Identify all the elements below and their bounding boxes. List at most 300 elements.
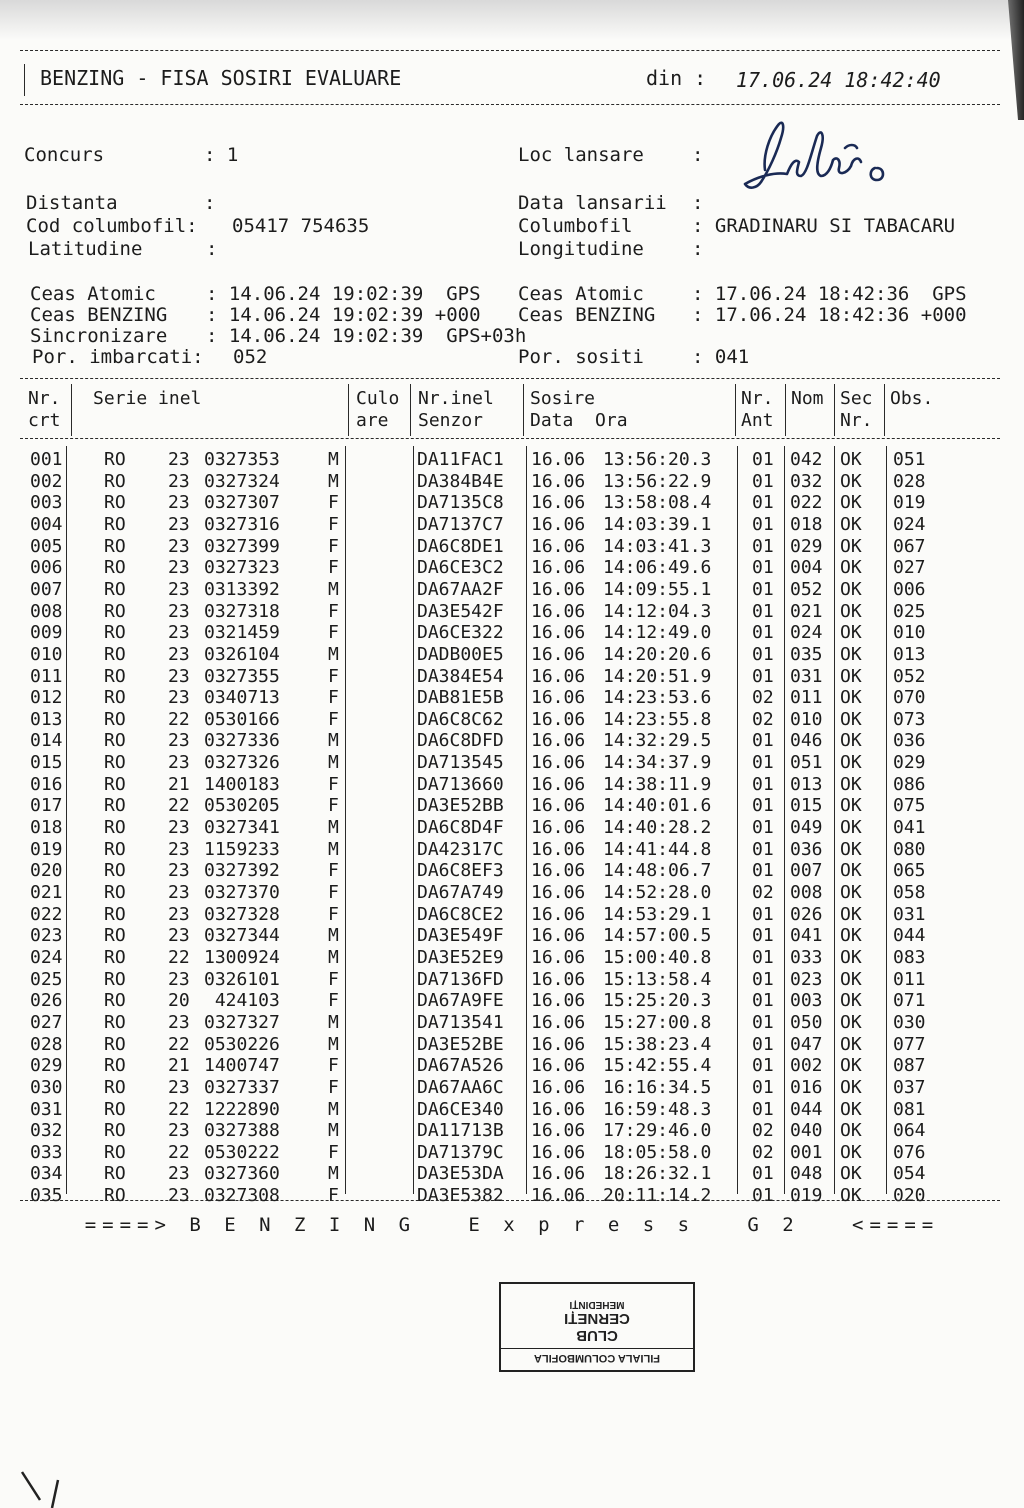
cell-serie: 1300924 (204, 946, 280, 968)
cell-nr-crt: 023 (30, 925, 63, 947)
cell-data: 16.06 (531, 665, 586, 687)
cell-an: 23 (168, 1076, 190, 1098)
table-row (0, 687, 1024, 709)
cell-nr-crt: 033 (30, 1141, 63, 1163)
cell-serie: 0313392 (204, 578, 280, 600)
cell-data: 16.06 (531, 903, 586, 925)
cell-senzor: DA67AA2F (417, 578, 504, 600)
cell-senzor: DA3E52BE (417, 1033, 504, 1055)
cell-ora: 18:05:58.0 (603, 1141, 712, 1163)
cell-an: 22 (168, 795, 190, 817)
cell-senzor: DA6C8C62 (417, 708, 504, 730)
cell-sex: F (328, 687, 339, 709)
cell-sec: OK (840, 492, 862, 514)
cell-ant: 01 (752, 1076, 774, 1098)
cell-sec: OK (840, 730, 862, 752)
cell-sex: F (328, 773, 339, 795)
cell-data: 16.06 (531, 925, 586, 947)
cell-ant: 01 (752, 860, 774, 882)
cell-nr-crt: 012 (30, 687, 63, 709)
cell-data: 16.06 (531, 470, 586, 492)
table-row (0, 730, 1024, 752)
cell-serie: 0327355 (204, 665, 280, 687)
cell-obs: 024 (893, 513, 926, 535)
cell-serie: 1222890 (204, 1098, 280, 1120)
cell-data: 16.06 (531, 1163, 586, 1185)
cell-data: 16.06 (531, 600, 586, 622)
table-row (0, 969, 1024, 991)
cell-obs: 064 (893, 1120, 926, 1142)
porumbei-sositi-value: : 041 (692, 346, 750, 368)
cell-data: 16.06 (531, 1120, 586, 1142)
cell-nr-crt: 001 (30, 449, 63, 470)
distanta-label: Distanta (26, 192, 118, 214)
table-row (0, 622, 1024, 644)
cell-sec: OK (840, 1185, 862, 1207)
cell-senzor: DA7136FD (417, 968, 504, 990)
cell-obs: 081 (893, 1098, 926, 1120)
cell-tara: RO (104, 578, 126, 600)
porumbei-sositi-label: Por. sositi (518, 346, 644, 368)
cell-sec: OK (840, 773, 862, 795)
table-row (0, 471, 1024, 493)
cell-nom: 040 (790, 1120, 823, 1142)
data-lansarii-label: Data lansarii (518, 192, 667, 214)
cell-senzor: DA713545 (417, 752, 504, 774)
cell-an: 23 (168, 513, 190, 535)
cell-an: 22 (168, 1033, 190, 1055)
cell-nom: 046 (790, 730, 823, 752)
cell-ora: 14:53:29.1 (603, 903, 712, 925)
cell-sex: M (328, 817, 339, 839)
cell-senzor: DA6C8DFD (417, 730, 504, 752)
cell-sec: OK (840, 882, 862, 903)
cell-data: 16.06 (531, 513, 586, 535)
cell-senzor: DAB81E5B (417, 687, 504, 709)
cell-sex: M (328, 1011, 339, 1033)
cell-ant: 01 (752, 1055, 774, 1077)
cell-serie: 0327336 (204, 730, 280, 752)
cell-nom: 021 (790, 600, 823, 622)
cell-sex: F (328, 492, 339, 514)
cell-sec: OK (840, 925, 862, 947)
cell-an: 23 (168, 1163, 190, 1185)
cell-nr-crt: 029 (30, 1055, 63, 1077)
table-row (0, 666, 1024, 688)
cell-ora: 14:57:00.5 (603, 925, 712, 947)
cell-sec: OK (840, 1141, 862, 1163)
table-row (0, 947, 1024, 969)
sincronizare-label: Sincronizare (30, 325, 168, 347)
porumbei-imbarcati-label: Por. imbarcati: (32, 346, 204, 368)
col-sep-6 (785, 384, 786, 436)
table-row (0, 1163, 1024, 1185)
cell-ora: 15:25:20.3 (603, 990, 712, 1012)
cell-nr-crt: 007 (30, 578, 63, 600)
cell-ora: 15:38:23.4 (603, 1033, 712, 1055)
cell-ant: 01 (752, 946, 774, 968)
cell-senzor: DA3E5382 (417, 1185, 504, 1207)
cell-nr-crt: 017 (30, 795, 63, 817)
cell-nr-crt: 011 (30, 665, 63, 687)
cell-nr-crt: 025 (30, 968, 63, 990)
cell-ant: 01 (752, 470, 774, 492)
table-row (0, 925, 1024, 947)
cell-an: 23 (168, 903, 190, 925)
cell-obs: 020 (893, 1185, 926, 1207)
cell-data: 16.06 (531, 968, 586, 990)
cell-senzor: DA6CE340 (417, 1098, 504, 1120)
cell-an: 21 (168, 773, 190, 795)
cell-nom: 031 (790, 665, 823, 687)
cell-sec: OK (840, 990, 862, 1012)
cell-senzor: DA3E52E9 (417, 946, 504, 968)
cell-sex: M (328, 730, 339, 752)
loc-lansare-label: Loc lansare (518, 144, 644, 166)
cell-sec: OK (840, 687, 862, 709)
cell-tara: RO (104, 773, 126, 795)
col-header-nrinel-line2: Senzor (418, 410, 484, 431)
cell-nom: 035 (790, 643, 823, 665)
header-bottom-rule (20, 104, 1000, 105)
cell-sex: F (328, 903, 339, 925)
table-row (0, 449, 1024, 471)
cod-columbofil-label: Cod columbofil: (26, 215, 198, 237)
cell-data: 16.06 (531, 557, 586, 579)
cell-data: 16.06 (531, 752, 586, 774)
cell-ora: 16:16:34.5 (603, 1076, 712, 1098)
col-header-nr-line2: crt (28, 410, 61, 431)
cell-nr-crt: 014 (30, 730, 63, 752)
cell-sex: F (328, 600, 339, 622)
cell-ora: 14:20:20.6 (603, 643, 712, 665)
cell-senzor: DA67A526 (417, 1055, 504, 1077)
cell-nr-crt: 008 (30, 600, 63, 622)
cell-obs: 067 (893, 535, 926, 557)
cell-nom: 002 (790, 1055, 823, 1077)
paper-top-shadow (0, 0, 1024, 40)
cell-sex: M (328, 1163, 339, 1185)
cell-an: 23 (168, 665, 190, 687)
stamp-line-4: MEHEDINȚI (569, 1299, 625, 1310)
cell-an: 23 (168, 470, 190, 492)
cell-ora: 18:26:32.1 (603, 1163, 712, 1185)
cell-nr-crt: 002 (30, 470, 63, 492)
cell-data: 16.06 (531, 687, 586, 709)
table-header-bottom-rule (20, 438, 1000, 439)
col-header-sec-line1: Sec (840, 388, 873, 409)
cell-sec: OK (840, 795, 862, 817)
cell-nr-crt: 034 (30, 1163, 63, 1185)
cell-an: 22 (168, 1098, 190, 1120)
cell-nom: 033 (790, 946, 823, 968)
cell-sec: OK (840, 1120, 862, 1142)
pen-mark (20, 1470, 80, 1508)
cell-tara: RO (104, 1185, 126, 1207)
table-row (0, 860, 1024, 882)
cell-obs: 054 (893, 1163, 926, 1185)
cell-tara: RO (104, 968, 126, 990)
cell-data: 16.06 (531, 946, 586, 968)
cell-nr-crt: 010 (30, 643, 63, 665)
cell-senzor: DA3E53DA (417, 1163, 504, 1185)
cell-an: 23 (168, 622, 190, 644)
cell-tara: RO (104, 535, 126, 557)
cell-nom: 041 (790, 925, 823, 947)
cell-sec: OK (840, 1098, 862, 1120)
cell-nom: 049 (790, 817, 823, 839)
cell-tara: RO (104, 1033, 126, 1055)
cell-sex: F (328, 708, 339, 730)
cell-sex: F (328, 1076, 339, 1098)
cell-ant: 01 (752, 600, 774, 622)
ceas-atomic-right-label: Ceas Atomic (518, 283, 644, 305)
table-bottom-rule (20, 1200, 1000, 1201)
col-header-obs: Obs. (890, 388, 934, 409)
cell-ora: 14:23:55.8 (603, 708, 712, 730)
cod-columbofil-value: 05417 754635 (232, 215, 370, 237)
latitudine-label: Latitudine (28, 238, 143, 260)
cell-serie: 0530166 (204, 708, 280, 730)
cell-an: 22 (168, 708, 190, 730)
cell-tara: RO (104, 557, 126, 579)
table-row (0, 1142, 1024, 1164)
cell-serie: 1400183 (204, 773, 280, 795)
cell-an: 23 (168, 752, 190, 774)
col-sep-3 (410, 384, 411, 436)
cell-ant: 01 (752, 990, 774, 1012)
cell-sec: OK (840, 665, 862, 687)
cell-sec: OK (840, 557, 862, 579)
cell-obs: 087 (893, 1055, 926, 1077)
cell-senzor: DA3E549F (417, 925, 504, 947)
cell-sec: OK (840, 817, 862, 839)
cell-tara: RO (104, 665, 126, 687)
cell-obs: 028 (893, 470, 926, 492)
cell-an: 23 (168, 925, 190, 947)
cell-nom: 024 (790, 622, 823, 644)
cell-tara: RO (104, 687, 126, 709)
cell-serie: 1400747 (204, 1055, 280, 1077)
cell-sec: OK (840, 535, 862, 557)
cell-obs: 027 (893, 557, 926, 579)
table-row (0, 1012, 1024, 1034)
cell-an: 23 (168, 535, 190, 557)
cell-tara: RO (104, 513, 126, 535)
cell-nr-crt: 030 (30, 1076, 63, 1098)
columbofil-label: Columbofil (518, 215, 633, 237)
cell-nr-crt: 024 (30, 946, 63, 968)
cell-ora: 13:56:22.9 (603, 470, 712, 492)
cell-senzor: DA6C8D4F (417, 817, 504, 839)
cell-serie: 0327388 (204, 1120, 280, 1142)
cell-nom: 003 (790, 990, 823, 1012)
cell-sex: F (328, 1055, 339, 1077)
cell-data: 16.06 (531, 535, 586, 557)
cell-an: 23 (168, 687, 190, 709)
longitudine-value: : (692, 238, 704, 260)
cell-sex: M (328, 470, 339, 492)
cell-ora: 15:42:55.4 (603, 1055, 712, 1077)
ceas-benzing-left-value: : 14.06.24 19:02:39 +000 (206, 304, 481, 326)
cell-senzor: DA67A749 (417, 882, 504, 903)
cell-ant: 01 (752, 817, 774, 839)
cell-data: 16.06 (531, 1141, 586, 1163)
cell-sex: M (328, 838, 339, 860)
cell-data: 16.06 (531, 795, 586, 817)
stamp-line-3: CERNEȚI (564, 1310, 630, 1327)
cell-nom: 051 (790, 752, 823, 774)
cell-obs: 071 (893, 990, 926, 1012)
cell-nom: 016 (790, 1076, 823, 1098)
cell-serie: 0327344 (204, 925, 280, 947)
col-sep-4 (523, 384, 524, 436)
table-row (0, 904, 1024, 926)
cell-sec: OK (840, 643, 862, 665)
cell-senzor: DA67A9FE (417, 990, 504, 1012)
cell-ant: 02 (752, 882, 774, 903)
table-row (0, 492, 1024, 514)
col-sep-7 (834, 384, 835, 436)
col-sep-5 (735, 384, 736, 436)
cell-obs: 006 (893, 578, 926, 600)
cell-nom: 007 (790, 860, 823, 882)
cell-serie: 0327318 (204, 600, 280, 622)
cell-sex: F (328, 622, 339, 644)
cell-nom: 042 (790, 449, 823, 470)
cell-obs: 044 (893, 925, 926, 947)
cell-tara: RO (104, 838, 126, 860)
cell-ant: 01 (752, 1011, 774, 1033)
cell-serie: 0327327 (204, 1011, 280, 1033)
cell-obs: 065 (893, 860, 926, 882)
cell-ant: 01 (752, 643, 774, 665)
cell-nr-crt: 015 (30, 752, 63, 774)
loc-lansare-value: : (692, 144, 704, 166)
cell-obs: 011 (893, 968, 926, 990)
cell-nr-crt: 032 (30, 1120, 63, 1142)
cell-ora: 14:09:55.1 (603, 578, 712, 600)
cell-nr-crt: 020 (30, 860, 63, 882)
table-row (0, 644, 1024, 666)
cell-sex: F (328, 513, 339, 535)
cell-nr-crt: 026 (30, 990, 63, 1012)
cell-ant: 01 (752, 492, 774, 514)
cell-nom: 032 (790, 470, 823, 492)
cell-data: 16.06 (531, 1055, 586, 1077)
cell-an: 23 (168, 578, 190, 600)
cell-an: 23 (168, 838, 190, 860)
cell-nr-crt: 016 (30, 773, 63, 795)
cell-senzor: DA3E542F (417, 600, 504, 622)
stamp-line-1: FILIALA COLUMBOFILA (501, 1348, 693, 1364)
cell-ora: 20:11:14.2 (603, 1185, 712, 1207)
table-row (0, 579, 1024, 601)
cell-serie: 0327307 (204, 492, 280, 514)
cell-sec: OK (840, 1163, 862, 1185)
cell-ant: 01 (752, 513, 774, 535)
table-row (0, 795, 1024, 817)
cell-sex: F (328, 860, 339, 882)
cell-senzor: DA42317C (417, 838, 504, 860)
cell-an: 23 (168, 1185, 190, 1207)
cell-sec: OK (840, 903, 862, 925)
col-header-culoare-line2: are (356, 410, 389, 431)
header-top-rule (20, 50, 1000, 51)
cell-ant: 01 (752, 535, 774, 557)
cell-sex: F (328, 665, 339, 687)
cell-tara: RO (104, 882, 126, 903)
cell-sec: OK (840, 968, 862, 990)
table-header-top-rule (20, 378, 1000, 379)
cell-senzor: DA6CE3C2 (417, 557, 504, 579)
table-row (0, 1077, 1024, 1099)
cell-ant: 01 (752, 665, 774, 687)
col-header-nom: Nom (791, 388, 824, 409)
ceas-atomic-right-value: : 17.06.24 18:42:36 GPS (692, 283, 967, 305)
cell-ant: 01 (752, 449, 774, 470)
cell-serie: 0327316 (204, 513, 280, 535)
cell-sex: F (328, 882, 339, 903)
cell-data: 16.06 (531, 622, 586, 644)
table-row (0, 601, 1024, 623)
table-row (0, 817, 1024, 839)
cell-sec: OK (840, 1033, 862, 1055)
longitudine-label: Longitudine (518, 238, 644, 260)
cell-obs: 019 (893, 492, 926, 514)
cell-an: 23 (168, 1011, 190, 1033)
cell-obs: 030 (893, 1011, 926, 1033)
cell-data: 16.06 (531, 578, 586, 600)
cell-ora: 15:27:00.8 (603, 1011, 712, 1033)
cell-serie: 0530222 (204, 1141, 280, 1163)
col-header-serie-inel: Serie inel (93, 388, 202, 409)
cell-ora: 13:58:08.4 (603, 492, 712, 514)
cell-nom: 052 (790, 578, 823, 600)
cell-ora: 14:06:49.6 (603, 557, 712, 579)
cell-an: 23 (168, 449, 190, 470)
cell-ant: 01 (752, 1098, 774, 1120)
cell-nom: 010 (790, 708, 823, 730)
cell-obs: 010 (893, 622, 926, 644)
cell-data: 16.06 (531, 1098, 586, 1120)
cell-obs: 041 (893, 817, 926, 839)
cell-sec: OK (840, 708, 862, 730)
table-row (0, 882, 1024, 904)
cell-sex: M (328, 752, 339, 774)
cell-serie: 0327326 (204, 752, 280, 774)
cell-data: 16.06 (531, 1185, 586, 1207)
ceas-atomic-left-value: : 14.06.24 19:02:39 GPS (206, 283, 481, 305)
cell-sec: OK (840, 578, 862, 600)
cell-obs: 052 (893, 665, 926, 687)
cell-ant: 01 (752, 1163, 774, 1185)
cell-sex: F (328, 990, 339, 1012)
cell-sec: OK (840, 1011, 862, 1033)
cell-nom: 019 (790, 1185, 823, 1207)
cell-ant: 01 (752, 730, 774, 752)
data-lansarii-value: : (692, 192, 704, 214)
cell-ant: 02 (752, 708, 774, 730)
cell-nom: 004 (790, 557, 823, 579)
cell-sec: OK (840, 752, 862, 774)
cell-data: 16.06 (531, 838, 586, 860)
latitudine-value: : (206, 238, 218, 260)
cell-obs: 070 (893, 687, 926, 709)
cell-serie: 0327360 (204, 1163, 280, 1185)
cell-ora: 15:13:58.4 (603, 968, 712, 990)
col-header-culoare-line1: Culo (356, 388, 400, 409)
